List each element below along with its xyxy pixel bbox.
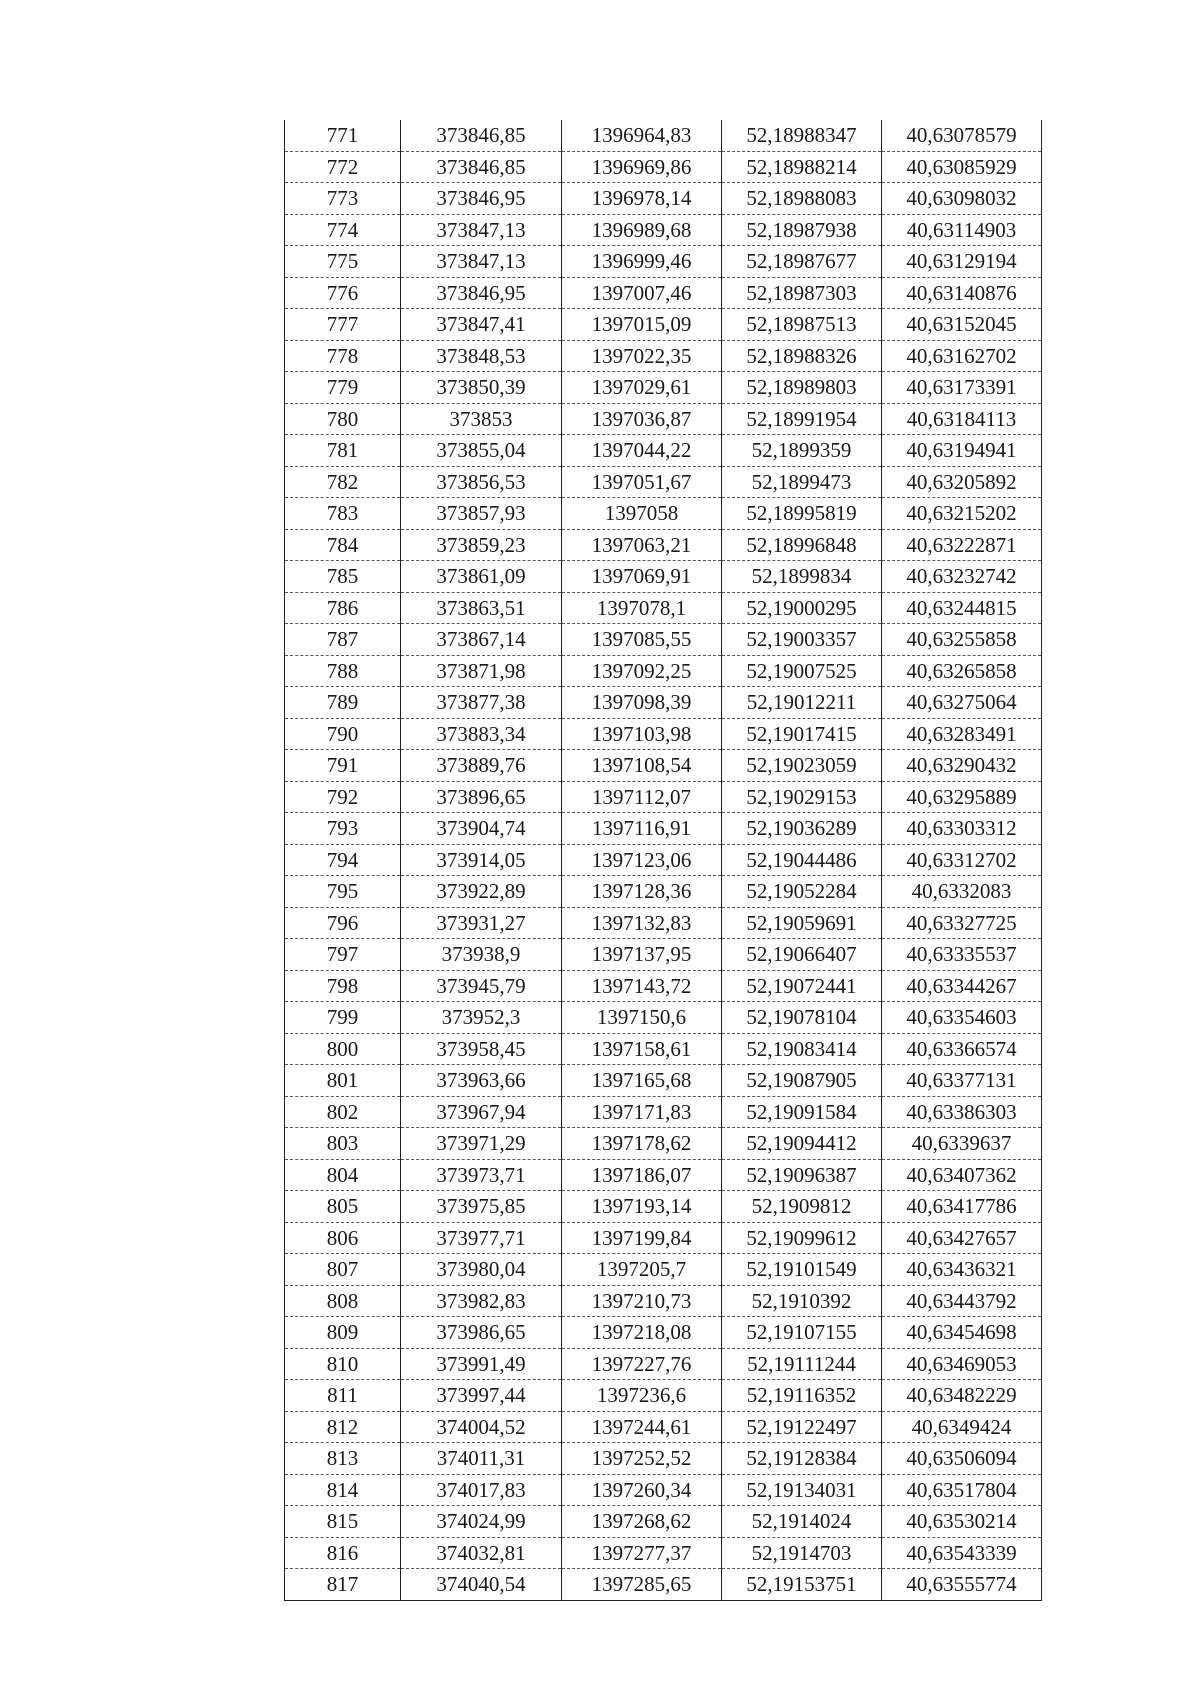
x-coordinate-cell: 374017,83: [401, 1474, 562, 1506]
longitude-cell: 40,63098032: [882, 183, 1042, 215]
x-coordinate-cell: 373846,85: [401, 151, 562, 183]
x-coordinate-cell: 373859,23: [401, 529, 562, 561]
longitude-cell: 40,63140876: [882, 277, 1042, 309]
longitude-cell: 40,63327725: [882, 907, 1042, 939]
longitude-cell: 40,63173391: [882, 372, 1042, 404]
longitude-cell: 40,63275064: [882, 687, 1042, 719]
latitude-cell: 52,19036289: [722, 813, 882, 845]
latitude-cell: 52,19078104: [722, 1002, 882, 1034]
table-row: [285, 1159, 1042, 1191]
point-number-cell: 817: [285, 1569, 401, 1601]
table-row: [285, 435, 1042, 467]
longitude-cell: 40,63129194: [882, 246, 1042, 278]
x-coordinate-cell: 373883,34: [401, 718, 562, 750]
table-row: [285, 372, 1042, 404]
x-coordinate-cell: 373980,04: [401, 1254, 562, 1286]
longitude-cell: 40,6332083: [882, 876, 1042, 908]
x-coordinate-cell: 373938,9: [401, 939, 562, 971]
latitude-cell: 52,18988347: [722, 120, 882, 151]
y-coordinate-cell: 1396978,14: [562, 183, 722, 215]
x-coordinate-cell: 373973,71: [401, 1159, 562, 1191]
x-coordinate-cell: 373945,79: [401, 970, 562, 1002]
y-coordinate-cell: 1397007,46: [562, 277, 722, 309]
table-row: [285, 309, 1042, 341]
y-coordinate-cell: 1397171,83: [562, 1096, 722, 1128]
y-coordinate-cell: 1396964,83: [562, 120, 722, 151]
table-row: [285, 1065, 1042, 1097]
y-coordinate-cell: 1397058: [562, 498, 722, 530]
latitude-cell: 52,18996848: [722, 529, 882, 561]
longitude-cell: 40,63283491: [882, 718, 1042, 750]
latitude-cell: 52,19134031: [722, 1474, 882, 1506]
latitude-cell: 52,19128384: [722, 1443, 882, 1475]
point-number-cell: 793: [285, 813, 401, 845]
point-number-cell: 784: [285, 529, 401, 561]
table-row: [285, 781, 1042, 813]
x-coordinate-cell: 373857,93: [401, 498, 562, 530]
latitude-cell: 52,1899473: [722, 466, 882, 498]
y-coordinate-cell: 1397218,08: [562, 1317, 722, 1349]
longitude-cell: 40,63205892: [882, 466, 1042, 498]
table-row: [285, 624, 1042, 656]
table-row: [285, 340, 1042, 372]
point-number-cell: 804: [285, 1159, 401, 1191]
latitude-cell: 52,18995819: [722, 498, 882, 530]
table-row: [285, 120, 1042, 151]
latitude-cell: 52,18987677: [722, 246, 882, 278]
y-coordinate-cell: 1397078,1: [562, 592, 722, 624]
latitude-cell: 52,19072441: [722, 970, 882, 1002]
point-number-cell: 780: [285, 403, 401, 435]
table-row: [285, 813, 1042, 845]
table-row: [285, 498, 1042, 530]
x-coordinate-cell: 373896,65: [401, 781, 562, 813]
longitude-cell: 40,63366574: [882, 1033, 1042, 1065]
table-row: [285, 1474, 1042, 1506]
x-coordinate-cell: 373846,95: [401, 183, 562, 215]
table-row: [285, 1569, 1042, 1601]
longitude-cell: 40,63469053: [882, 1348, 1042, 1380]
table-row: [285, 1380, 1042, 1412]
longitude-cell: 40,63506094: [882, 1443, 1042, 1475]
longitude-cell: 40,63295889: [882, 781, 1042, 813]
latitude-cell: 52,19094412: [722, 1128, 882, 1160]
point-number-cell: 814: [285, 1474, 401, 1506]
x-coordinate-cell: 373847,13: [401, 246, 562, 278]
table-row: [285, 970, 1042, 1002]
longitude-cell: 40,63555774: [882, 1569, 1042, 1601]
y-coordinate-cell: 1397268,62: [562, 1506, 722, 1538]
table-row: [285, 1254, 1042, 1286]
longitude-cell: 40,6339637: [882, 1128, 1042, 1160]
table-row: [285, 718, 1042, 750]
y-coordinate-cell: 1397158,61: [562, 1033, 722, 1065]
latitude-cell: 52,19017415: [722, 718, 882, 750]
table-row: [285, 1285, 1042, 1317]
latitude-cell: 52,19087905: [722, 1065, 882, 1097]
longitude-cell: 40,63417786: [882, 1191, 1042, 1223]
table-row: [285, 1348, 1042, 1380]
coordinates-table-body: [285, 120, 1042, 1600]
table-row: [285, 939, 1042, 971]
point-number-cell: 792: [285, 781, 401, 813]
longitude-cell: 40,63454698: [882, 1317, 1042, 1349]
y-coordinate-cell: 1397116,91: [562, 813, 722, 845]
point-number-cell: 794: [285, 844, 401, 876]
latitude-cell: 52,19096387: [722, 1159, 882, 1191]
x-coordinate-cell: 373877,38: [401, 687, 562, 719]
latitude-cell: 52,19116352: [722, 1380, 882, 1412]
longitude-cell: 40,63232742: [882, 561, 1042, 593]
x-coordinate-cell: 373847,13: [401, 214, 562, 246]
point-number-cell: 809: [285, 1317, 401, 1349]
table-row: [285, 876, 1042, 908]
y-coordinate-cell: 1396999,46: [562, 246, 722, 278]
longitude-cell: 40,63443792: [882, 1285, 1042, 1317]
y-coordinate-cell: 1397227,76: [562, 1348, 722, 1380]
latitude-cell: 52,19066407: [722, 939, 882, 971]
table-row: [285, 1537, 1042, 1569]
x-coordinate-cell: 373971,29: [401, 1128, 562, 1160]
latitude-cell: 52,19122497: [722, 1411, 882, 1443]
y-coordinate-cell: 1397022,35: [562, 340, 722, 372]
point-number-cell: 797: [285, 939, 401, 971]
point-number-cell: 813: [285, 1443, 401, 1475]
point-number-cell: 800: [285, 1033, 401, 1065]
latitude-cell: 52,19052284: [722, 876, 882, 908]
y-coordinate-cell: 1397205,7: [562, 1254, 722, 1286]
y-coordinate-cell: 1397285,65: [562, 1569, 722, 1601]
point-number-cell: 781: [285, 435, 401, 467]
y-coordinate-cell: 1397036,87: [562, 403, 722, 435]
y-coordinate-cell: 1397210,73: [562, 1285, 722, 1317]
latitude-cell: 52,19059691: [722, 907, 882, 939]
latitude-cell: 52,18988214: [722, 151, 882, 183]
x-coordinate-cell: 373853: [401, 403, 562, 435]
coordinates-table: [284, 120, 1042, 1601]
longitude-cell: 40,63265858: [882, 655, 1042, 687]
table-row: [285, 1506, 1042, 1538]
longitude-cell: 40,63354603: [882, 1002, 1042, 1034]
latitude-cell: 52,1899834: [722, 561, 882, 593]
table-row: [285, 655, 1042, 687]
table-row: [285, 403, 1042, 435]
y-coordinate-cell: 1397193,14: [562, 1191, 722, 1223]
latitude-cell: 52,19083414: [722, 1033, 882, 1065]
point-number-cell: 791: [285, 750, 401, 782]
table-row: [285, 1411, 1042, 1443]
y-coordinate-cell: 1397165,68: [562, 1065, 722, 1097]
table-row: [285, 1222, 1042, 1254]
point-number-cell: 799: [285, 1002, 401, 1034]
y-coordinate-cell: 1397199,84: [562, 1222, 722, 1254]
longitude-cell: 40,63290432: [882, 750, 1042, 782]
x-coordinate-cell: 373846,85: [401, 120, 562, 151]
y-coordinate-cell: 1396969,86: [562, 151, 722, 183]
x-coordinate-cell: 373958,45: [401, 1033, 562, 1065]
latitude-cell: 52,19107155: [722, 1317, 882, 1349]
point-number-cell: 801: [285, 1065, 401, 1097]
point-number-cell: 808: [285, 1285, 401, 1317]
table-row: [285, 529, 1042, 561]
point-number-cell: 788: [285, 655, 401, 687]
x-coordinate-cell: 373986,65: [401, 1317, 562, 1349]
y-coordinate-cell: 1397015,09: [562, 309, 722, 341]
point-number-cell: 773: [285, 183, 401, 215]
y-coordinate-cell: 1397244,61: [562, 1411, 722, 1443]
x-coordinate-cell: 373914,05: [401, 844, 562, 876]
y-coordinate-cell: 1397150,6: [562, 1002, 722, 1034]
point-number-cell: 798: [285, 970, 401, 1002]
x-coordinate-cell: 373991,49: [401, 1348, 562, 1380]
latitude-cell: 52,18987303: [722, 277, 882, 309]
longitude-cell: 40,63303312: [882, 813, 1042, 845]
x-coordinate-cell: 373931,27: [401, 907, 562, 939]
x-coordinate-cell: 373846,95: [401, 277, 562, 309]
x-coordinate-cell: 373997,44: [401, 1380, 562, 1412]
table-row: [285, 907, 1042, 939]
latitude-cell: 52,19044486: [722, 844, 882, 876]
longitude-cell: 40,63215202: [882, 498, 1042, 530]
y-coordinate-cell: 1397098,39: [562, 687, 722, 719]
table-row: [285, 151, 1042, 183]
point-number-cell: 795: [285, 876, 401, 908]
latitude-cell: 52,19029153: [722, 781, 882, 813]
table-row: [285, 844, 1042, 876]
latitude-cell: 52,19101549: [722, 1254, 882, 1286]
x-coordinate-cell: 373982,83: [401, 1285, 562, 1317]
point-number-cell: 806: [285, 1222, 401, 1254]
x-coordinate-cell: 373856,53: [401, 466, 562, 498]
longitude-cell: 40,63543339: [882, 1537, 1042, 1569]
point-number-cell: 786: [285, 592, 401, 624]
latitude-cell: 52,1909812: [722, 1191, 882, 1223]
longitude-cell: 40,63255858: [882, 624, 1042, 656]
table-row: [285, 687, 1042, 719]
longitude-cell: 40,63162702: [882, 340, 1042, 372]
latitude-cell: 52,19099612: [722, 1222, 882, 1254]
y-coordinate-cell: 1397132,83: [562, 907, 722, 939]
point-number-cell: 811: [285, 1380, 401, 1412]
longitude-cell: 40,63344267: [882, 970, 1042, 1002]
latitude-cell: 52,18988326: [722, 340, 882, 372]
y-coordinate-cell: 1397051,67: [562, 466, 722, 498]
longitude-cell: 40,6349424: [882, 1411, 1042, 1443]
longitude-cell: 40,63194941: [882, 435, 1042, 467]
x-coordinate-cell: 373952,3: [401, 1002, 562, 1034]
point-number-cell: 785: [285, 561, 401, 593]
y-coordinate-cell: 1397186,07: [562, 1159, 722, 1191]
point-number-cell: 796: [285, 907, 401, 939]
table-row: [285, 1002, 1042, 1034]
y-coordinate-cell: 1397236,6: [562, 1380, 722, 1412]
table-row: [285, 1443, 1042, 1475]
point-number-cell: 782: [285, 466, 401, 498]
x-coordinate-cell: 374024,99: [401, 1506, 562, 1538]
point-number-cell: 772: [285, 151, 401, 183]
latitude-cell: 52,18987513: [722, 309, 882, 341]
table-row: [285, 466, 1042, 498]
x-coordinate-cell: 373861,09: [401, 561, 562, 593]
y-coordinate-cell: 1397069,91: [562, 561, 722, 593]
y-coordinate-cell: 1397112,07: [562, 781, 722, 813]
latitude-cell: 52,1910392: [722, 1285, 882, 1317]
table-row: [285, 1191, 1042, 1223]
longitude-cell: 40,63517804: [882, 1474, 1042, 1506]
x-coordinate-cell: 374032,81: [401, 1537, 562, 1569]
longitude-cell: 40,63386303: [882, 1096, 1042, 1128]
table-row: [285, 1128, 1042, 1160]
longitude-cell: 40,63377131: [882, 1065, 1042, 1097]
y-coordinate-cell: 1397029,61: [562, 372, 722, 404]
latitude-cell: 52,19023059: [722, 750, 882, 782]
longitude-cell: 40,63114903: [882, 214, 1042, 246]
latitude-cell: 52,19012211: [722, 687, 882, 719]
point-number-cell: 771: [285, 120, 401, 151]
latitude-cell: 52,19153751: [722, 1569, 882, 1601]
longitude-cell: 40,63482229: [882, 1380, 1042, 1412]
longitude-cell: 40,63078579: [882, 120, 1042, 151]
y-coordinate-cell: 1397044,22: [562, 435, 722, 467]
table-row: [285, 561, 1042, 593]
point-number-cell: 777: [285, 309, 401, 341]
x-coordinate-cell: 373848,53: [401, 340, 562, 372]
table-row: [285, 1317, 1042, 1349]
latitude-cell: 52,19111244: [722, 1348, 882, 1380]
x-coordinate-cell: 373867,14: [401, 624, 562, 656]
point-number-cell: 790: [285, 718, 401, 750]
table-row: [285, 214, 1042, 246]
longitude-cell: 40,63244815: [882, 592, 1042, 624]
longitude-cell: 40,63530214: [882, 1506, 1042, 1538]
latitude-cell: 52,19003357: [722, 624, 882, 656]
table-row: [285, 592, 1042, 624]
longitude-cell: 40,63335537: [882, 939, 1042, 971]
y-coordinate-cell: 1397128,36: [562, 876, 722, 908]
table-row: [285, 277, 1042, 309]
x-coordinate-cell: 373963,66: [401, 1065, 562, 1097]
longitude-cell: 40,63436321: [882, 1254, 1042, 1286]
table-row: [285, 246, 1042, 278]
latitude-cell: 52,18987938: [722, 214, 882, 246]
y-coordinate-cell: 1397103,98: [562, 718, 722, 750]
x-coordinate-cell: 373863,51: [401, 592, 562, 624]
x-coordinate-cell: 373847,41: [401, 309, 562, 341]
point-number-cell: 783: [285, 498, 401, 530]
longitude-cell: 40,63222871: [882, 529, 1042, 561]
x-coordinate-cell: 373855,04: [401, 435, 562, 467]
point-number-cell: 787: [285, 624, 401, 656]
longitude-cell: 40,63312702: [882, 844, 1042, 876]
latitude-cell: 52,1899359: [722, 435, 882, 467]
table-row: [285, 750, 1042, 782]
y-coordinate-cell: 1397108,54: [562, 750, 722, 782]
latitude-cell: 52,18989803: [722, 372, 882, 404]
y-coordinate-cell: 1397092,25: [562, 655, 722, 687]
x-coordinate-cell: 373889,76: [401, 750, 562, 782]
y-coordinate-cell: 1397252,52: [562, 1443, 722, 1475]
latitude-cell: 52,18988083: [722, 183, 882, 215]
point-number-cell: 816: [285, 1537, 401, 1569]
longitude-cell: 40,63152045: [882, 309, 1042, 341]
latitude-cell: 52,19000295: [722, 592, 882, 624]
point-number-cell: 802: [285, 1096, 401, 1128]
point-number-cell: 774: [285, 214, 401, 246]
x-coordinate-cell: 373922,89: [401, 876, 562, 908]
point-number-cell: 807: [285, 1254, 401, 1286]
x-coordinate-cell: 373977,71: [401, 1222, 562, 1254]
point-number-cell: 810: [285, 1348, 401, 1380]
point-number-cell: 815: [285, 1506, 401, 1538]
longitude-cell: 40,63427657: [882, 1222, 1042, 1254]
x-coordinate-cell: 374011,31: [401, 1443, 562, 1475]
longitude-cell: 40,63407362: [882, 1159, 1042, 1191]
x-coordinate-cell: 373967,94: [401, 1096, 562, 1128]
point-number-cell: 779: [285, 372, 401, 404]
point-number-cell: 805: [285, 1191, 401, 1223]
point-number-cell: 776: [285, 277, 401, 309]
table-row: [285, 1033, 1042, 1065]
y-coordinate-cell: 1397123,06: [562, 844, 722, 876]
x-coordinate-cell: 373850,39: [401, 372, 562, 404]
latitude-cell: 52,1914703: [722, 1537, 882, 1569]
y-coordinate-cell: 1397260,34: [562, 1474, 722, 1506]
latitude-cell: 52,18991954: [722, 403, 882, 435]
document-page: [284, 120, 1041, 1601]
point-number-cell: 803: [285, 1128, 401, 1160]
point-number-cell: 812: [285, 1411, 401, 1443]
latitude-cell: 52,1914024: [722, 1506, 882, 1538]
x-coordinate-cell: 374040,54: [401, 1569, 562, 1601]
latitude-cell: 52,19007525: [722, 655, 882, 687]
point-number-cell: 778: [285, 340, 401, 372]
x-coordinate-cell: 373975,85: [401, 1191, 562, 1223]
table-row: [285, 1096, 1042, 1128]
table-row: [285, 183, 1042, 215]
y-coordinate-cell: 1396989,68: [562, 214, 722, 246]
longitude-cell: 40,63184113: [882, 403, 1042, 435]
point-number-cell: 789: [285, 687, 401, 719]
y-coordinate-cell: 1397063,21: [562, 529, 722, 561]
y-coordinate-cell: 1397178,62: [562, 1128, 722, 1160]
x-coordinate-cell: 373871,98: [401, 655, 562, 687]
point-number-cell: 775: [285, 246, 401, 278]
latitude-cell: 52,19091584: [722, 1096, 882, 1128]
longitude-cell: 40,63085929: [882, 151, 1042, 183]
y-coordinate-cell: 1397277,37: [562, 1537, 722, 1569]
x-coordinate-cell: 373904,74: [401, 813, 562, 845]
y-coordinate-cell: 1397143,72: [562, 970, 722, 1002]
x-coordinate-cell: 374004,52: [401, 1411, 562, 1443]
y-coordinate-cell: 1397085,55: [562, 624, 722, 656]
y-coordinate-cell: 1397137,95: [562, 939, 722, 971]
